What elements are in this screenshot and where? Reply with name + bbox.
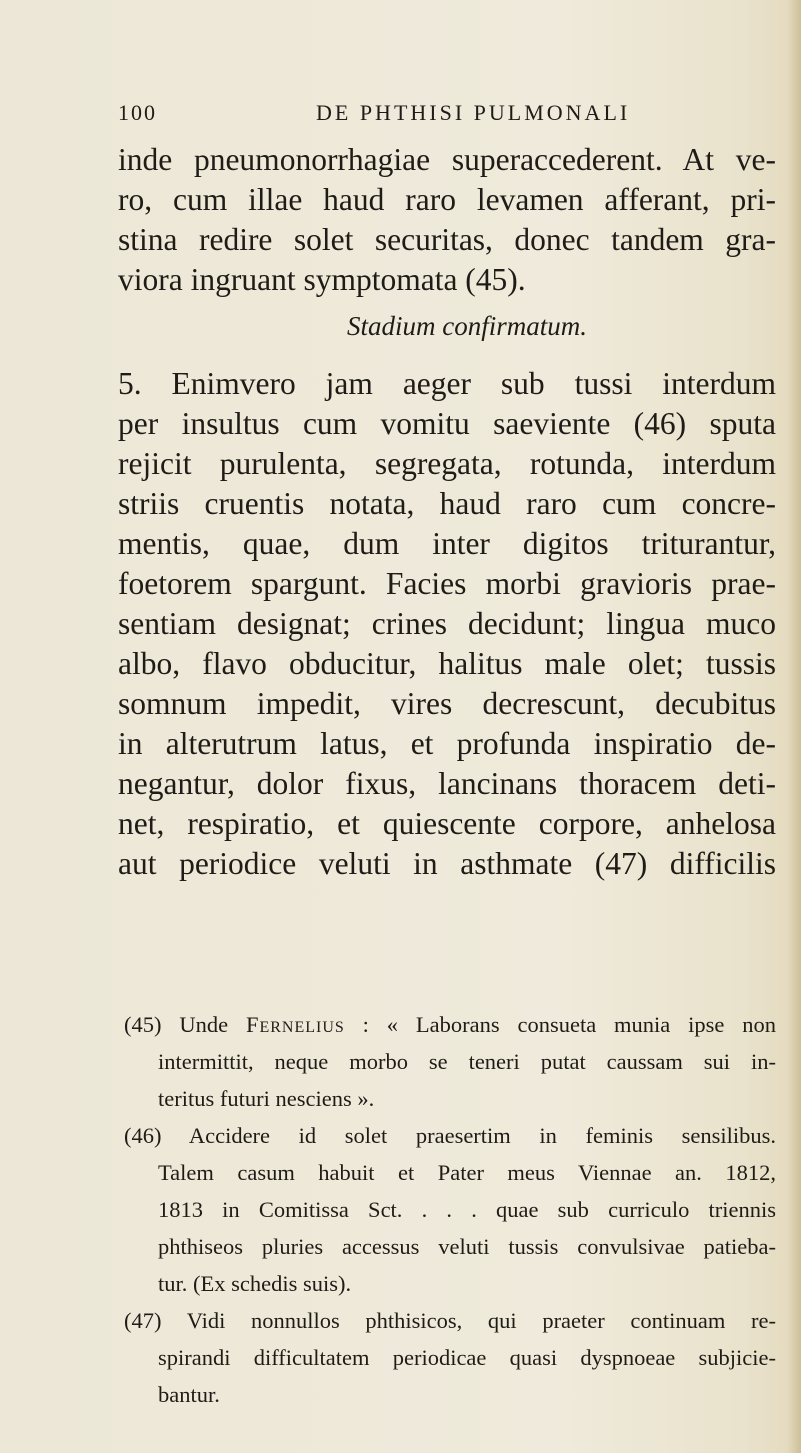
text-line: in alterutrum latus, et profunda inspiratio de- <box>118 726 776 761</box>
text-line: mentis, quae, dum inter digitos triturantur, <box>118 526 776 561</box>
text-line: somnum impedit, vires decrescunt, decubitus <box>118 686 776 721</box>
footnote-line: bantur. <box>158 1382 220 1407</box>
text-line: viora ingruant symptomata (45). <box>118 262 526 297</box>
footnote-line: phthiseos pluries accessus veluti tussis convulsivae patieba- <box>158 1234 776 1259</box>
text-line: negantur, dolor fixus, lancinans thoracem deti- <box>118 766 776 801</box>
running-header <box>118 100 718 136</box>
text-line: ro, cum illae haud raro levamen afferant, pri- <box>118 182 776 217</box>
section-heading: Stadium confirmatum. <box>347 311 587 341</box>
main-text <box>118 140 776 884</box>
footnote-line: tur. (Ex schedis suis). <box>158 1271 352 1296</box>
text-line: net, respiratio, et quiescente corpore, anhelosa <box>118 806 776 841</box>
text-line: inde pneumonorrhagiae superaccederent. At ve- <box>118 142 776 177</box>
footnote-author: Fernelius <box>245 1012 345 1037</box>
footnote-47: (47) Vidi nonnullos phthisicos, qui praeter continuam re- <box>124 1308 776 1333</box>
text-line: sentiam designat; crines decidunt; lingua muco <box>118 606 776 641</box>
text-line: albo, flavo obducitur, halitus male olet; tussis <box>118 646 776 681</box>
footnotes <box>118 1006 776 1413</box>
footnote-line: 1813 in Comitissa Sct. . . . quae sub curriculo triennis <box>158 1197 776 1222</box>
footnote-46: (46) Accidere id solet praesertim in feminis sensilibus. <box>124 1123 776 1148</box>
text-line: aut periodice veluti in asthmate (47) difficilis <box>118 846 776 881</box>
footnote-line: intermittit, neque morbo se teneri putat caussam sui in- <box>158 1049 776 1074</box>
footnote-45 <box>118 1006 776 1043</box>
page-number: 100 <box>118 100 157 125</box>
page-edge-shadow <box>787 0 801 1453</box>
text-line: striis cruentis notata, haud raro cum concre- <box>118 486 776 521</box>
running-title: DE PHTHISI PULMONALI <box>316 100 631 125</box>
footnote-line: Talem casum habuit et Pater meus Viennae an. 1812, <box>158 1160 776 1185</box>
text-line: per insultus cum vomitu saeviente (46) sputa <box>118 406 776 441</box>
footnote-line: teritus futuri nesciens ». <box>158 1086 375 1111</box>
text-line: foetorem spargunt. Facies morbi gravioris prae- <box>118 566 776 601</box>
footnote-line: spirandi difficultatem periodicae quasi dyspnoeae subjicie- <box>158 1345 776 1370</box>
footnote-lead: (45) Unde <box>124 1012 246 1037</box>
text-line: 5. Enimvero jam aeger sub tussi interdum <box>118 366 776 401</box>
footnote-text: : « Laborans consueta munia ipse non <box>344 1012 776 1037</box>
text-line: rejicit purulenta, segregata, rotunda, interdum <box>118 446 776 481</box>
text-line: stina redire solet securitas, donec tandem gra- <box>118 222 776 257</box>
